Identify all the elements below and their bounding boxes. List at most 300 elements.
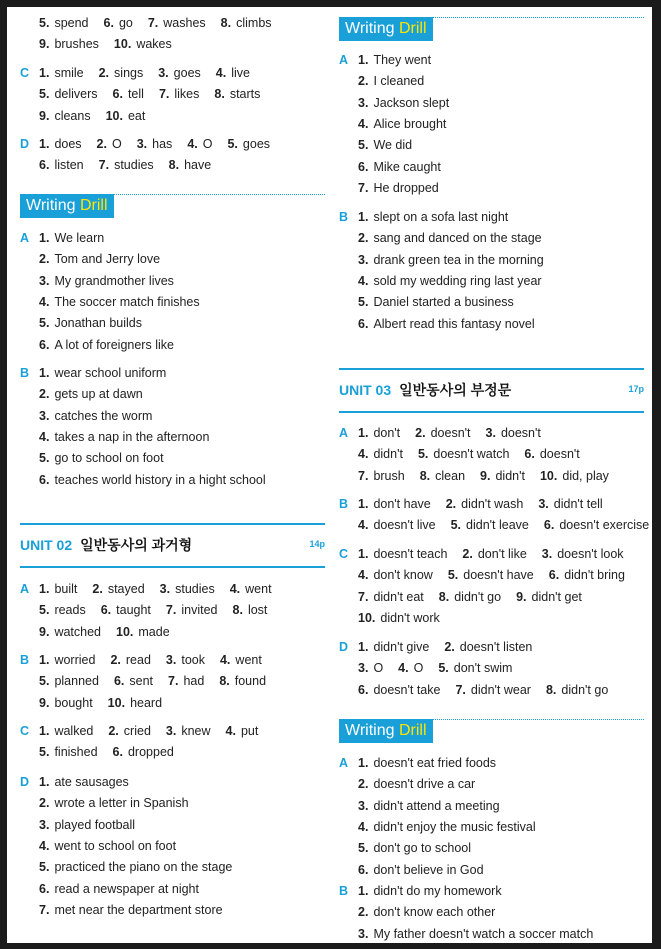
answer-item	[39, 815, 135, 836]
item-answer: didn't	[373, 447, 403, 462]
item-number: 4.	[358, 273, 369, 288]
answer-item	[148, 13, 206, 34]
item-answer: Albert read this fantasy novel	[373, 316, 535, 331]
section-letter-b: B	[339, 884, 349, 898]
item-answer: Daniel started a business	[373, 295, 514, 310]
answer-item	[39, 579, 77, 600]
item-answer: doesn't have	[463, 568, 534, 583]
item-answer: go to school on foot	[54, 451, 164, 466]
item-answer: didn't do my homework	[373, 884, 502, 898]
item-number: 6.	[39, 158, 50, 173]
answer-row	[39, 857, 247, 878]
answer-item	[418, 444, 509, 465]
item-number: 6.	[39, 472, 50, 487]
item-number: 1.	[358, 756, 369, 770]
answer-row	[358, 544, 639, 565]
answer-item	[227, 134, 270, 155]
answer-row	[358, 838, 486, 859]
writing-drill-heading	[339, 17, 644, 41]
answer-item	[398, 658, 423, 679]
item-number: 8.	[219, 674, 230, 689]
item-number: 5.	[358, 295, 369, 310]
item-number: 2.	[108, 724, 119, 738]
answer-item	[226, 721, 259, 742]
section-letter-b: B	[20, 366, 30, 380]
answer-item	[39, 772, 129, 793]
answer-row	[39, 228, 119, 249]
item-answer: didn't wear	[470, 682, 531, 697]
item-answer: didn't work	[380, 610, 440, 625]
item-number: 2.	[92, 582, 103, 596]
item-number: 5.	[358, 138, 369, 153]
unit-top-rule	[339, 368, 644, 370]
item-number: 4.	[358, 518, 369, 533]
item-number: 7.	[358, 180, 369, 195]
item-number: 2.	[462, 547, 473, 561]
item-number: 3.	[358, 926, 369, 941]
item-number: 4.	[219, 653, 231, 667]
answer-row	[39, 470, 281, 491]
item-answer: drank green tea in the morning	[373, 252, 544, 267]
answer-row	[39, 600, 282, 621]
item-answer: cleans	[54, 108, 91, 123]
item-answer: has	[152, 137, 173, 151]
answer-row	[358, 423, 556, 444]
item-number: 2.	[415, 426, 426, 440]
answer-item	[39, 292, 200, 313]
item-answer: don't like	[477, 547, 527, 561]
item-answer: had	[183, 674, 205, 689]
item-number: 5.	[358, 841, 369, 856]
item-answer: starts	[229, 87, 261, 102]
item-answer: doesn't eat fried foods	[373, 756, 497, 770]
answer-item	[221, 13, 272, 34]
drill-word: Drill	[398, 20, 427, 37]
item-answer: doesn't listen	[459, 640, 533, 654]
item-answer: don't know each other	[373, 905, 496, 920]
item-answer: ate sausages	[54, 775, 129, 789]
item-number: 6.	[543, 518, 555, 533]
writing-word: Writing	[26, 197, 76, 214]
item-answer: goes	[173, 66, 201, 80]
item-answer: put	[240, 724, 259, 738]
answer-item	[358, 271, 542, 292]
item-answer: He dropped	[373, 180, 439, 195]
answer-item	[444, 637, 532, 658]
item-number: 7.	[147, 16, 159, 30]
item-number: 1.	[39, 231, 50, 245]
answer-item	[358, 93, 449, 114]
item-number: 4.	[358, 819, 369, 834]
answer-item	[160, 579, 215, 600]
item-answer: takes a nap in the afternoon	[54, 429, 210, 444]
answer-item	[451, 515, 529, 536]
answer-row	[358, 228, 557, 249]
answer-row	[358, 565, 640, 586]
item-number: 5.	[39, 16, 50, 30]
answer-row	[358, 207, 523, 228]
writing-drill-label	[339, 17, 433, 41]
answer-item	[99, 155, 154, 176]
item-number: 6.	[358, 159, 369, 174]
answer-row	[39, 34, 187, 55]
item-number: 4.	[358, 116, 369, 131]
item-answer: doesn't	[500, 426, 541, 440]
section-letter-a: A	[20, 231, 30, 245]
item-answer: went	[245, 582, 272, 596]
answer-row	[358, 271, 557, 292]
answer-row	[39, 448, 179, 469]
unit-top-rule	[20, 523, 325, 525]
item-answer: slept on a sofa last night	[373, 210, 509, 224]
item-answer: go	[118, 16, 133, 30]
answer-item	[39, 900, 223, 921]
answer-item	[97, 134, 122, 155]
item-number: 3.	[358, 661, 369, 676]
item-number: 10.	[105, 108, 123, 123]
answer-item	[438, 658, 512, 679]
item-answer: We learn	[54, 231, 105, 245]
answer-item	[39, 671, 99, 692]
item-number: 1.	[39, 66, 50, 80]
answer-item	[39, 406, 152, 427]
answer-item	[358, 565, 433, 586]
item-number: 4.	[39, 294, 50, 309]
answer-item	[233, 600, 268, 621]
item-number: 5.	[39, 87, 50, 102]
item-number: 6.	[39, 881, 50, 896]
item-answer: doesn't exercise	[559, 518, 650, 533]
item-number: 5.	[39, 451, 50, 466]
answer-item	[216, 63, 250, 84]
item-number: 5.	[39, 316, 50, 331]
answer-row	[39, 13, 287, 34]
item-number: 2.	[96, 137, 107, 151]
writing-word: Writing	[345, 20, 395, 37]
item-number: 4.	[39, 429, 50, 444]
item-answer: wakes	[136, 37, 172, 52]
answer-item	[113, 84, 144, 105]
answer-row	[358, 587, 597, 608]
item-number: 2.	[39, 796, 50, 811]
item-answer: My father doesn't watch a soccer match	[373, 926, 594, 941]
answer-row	[39, 793, 204, 814]
item-answer: teaches world history in a hight school	[54, 472, 266, 487]
answer-item	[446, 494, 524, 515]
item-number: 4.	[39, 838, 50, 853]
item-number: 3.	[358, 95, 369, 110]
item-answer: didn't attend a meeting	[373, 798, 500, 813]
item-number: 3.	[485, 426, 496, 440]
answer-row	[39, 622, 185, 643]
answer-item	[39, 650, 95, 671]
answer-row	[39, 879, 214, 900]
writing-word: Writing	[345, 722, 395, 739]
item-number: 1.	[358, 884, 369, 898]
item-answer: doesn't look	[557, 547, 624, 561]
item-answer: taught	[116, 603, 151, 618]
answer-item	[542, 544, 624, 565]
answer-item	[39, 63, 84, 84]
section-letter-c: C	[20, 66, 30, 80]
answer-row	[358, 817, 551, 838]
item-answer: sings	[114, 66, 144, 80]
answer-item	[358, 587, 424, 608]
item-answer: doesn't live	[373, 518, 436, 533]
answer-item	[108, 693, 162, 714]
item-answer: took	[181, 653, 205, 667]
item-answer: didn't leave	[466, 518, 529, 533]
item-answer: don't know	[373, 568, 433, 583]
item-answer: don't go to school	[373, 841, 472, 856]
answer-item	[358, 157, 441, 178]
item-number: 1.	[358, 547, 369, 561]
item-number: 7.	[158, 87, 170, 102]
answer-item	[187, 134, 212, 155]
answer-row	[39, 271, 189, 292]
item-number: 2.	[110, 653, 121, 667]
answer-item	[166, 721, 211, 742]
item-number: 1.	[358, 210, 369, 224]
item-answer: They went	[373, 53, 432, 67]
answer-item	[137, 134, 173, 155]
answer-item	[166, 650, 205, 671]
answer-item	[358, 753, 496, 774]
item-number: 4.	[225, 724, 236, 738]
answer-row	[39, 249, 175, 270]
item-answer: knew	[181, 724, 211, 738]
answer-item	[39, 600, 86, 621]
answer-row	[358, 250, 559, 271]
item-number: 8.	[545, 682, 557, 697]
item-number: 7.	[358, 589, 369, 604]
answer-row	[358, 658, 527, 679]
item-number: 4.	[229, 582, 241, 596]
answer-row	[358, 314, 550, 335]
item-answer: My grandmother lives	[54, 273, 174, 288]
unit-03-header	[339, 368, 644, 413]
item-number: 3.	[165, 724, 177, 738]
item-number: 9.	[39, 108, 50, 123]
item-number: 3.	[158, 66, 169, 80]
item-number: 1.	[39, 775, 50, 789]
answer-item	[358, 608, 440, 629]
answer-row	[358, 637, 547, 658]
item-answer: reads	[54, 603, 86, 618]
answer-item	[358, 515, 436, 536]
item-number: 5.	[39, 674, 50, 689]
answer-row	[358, 50, 446, 71]
item-number: 3.	[358, 798, 369, 813]
answer-item	[358, 423, 400, 444]
item-answer: played football	[54, 817, 136, 832]
section-letter-c: C	[20, 724, 30, 738]
item-number: 1.	[358, 497, 369, 511]
answer-item	[415, 423, 470, 444]
item-answer: delivers	[54, 87, 98, 102]
item-answer: A lot of foreigners like	[54, 337, 174, 352]
item-answer: O	[111, 137, 122, 151]
item-answer: sang and danced on the stage	[373, 231, 542, 246]
item-number: 4.	[358, 447, 369, 462]
answer-item	[113, 742, 174, 763]
item-number: 7.	[358, 468, 369, 483]
item-number: 6.	[39, 337, 50, 352]
item-answer: brush	[373, 468, 405, 483]
answer-row	[358, 178, 454, 199]
item-answer: smile	[54, 66, 84, 80]
answer-row	[358, 444, 595, 465]
section-letter-d: D	[20, 137, 30, 151]
answer-item	[116, 622, 170, 643]
item-number: 5.	[227, 137, 238, 151]
answer-item	[462, 544, 526, 565]
answer-row	[358, 93, 464, 114]
answer-item	[159, 84, 199, 105]
item-number: 6.	[112, 87, 123, 102]
answer-item	[220, 650, 262, 671]
answer-item	[39, 84, 98, 105]
item-answer: did, play	[562, 468, 609, 483]
item-answer: bought	[54, 695, 93, 710]
item-answer: didn't eat	[373, 589, 424, 604]
answer-item	[39, 335, 174, 356]
item-answer: does	[54, 137, 82, 151]
writing-drill-label	[20, 194, 114, 218]
item-number: 4.	[187, 137, 198, 151]
item-number: 9.	[39, 37, 50, 52]
answer-row	[358, 466, 624, 487]
item-number: 8.	[419, 468, 431, 483]
answer-item	[39, 879, 199, 900]
item-answer: didn't wash	[461, 497, 524, 511]
answer-item	[39, 742, 98, 763]
answer-row	[39, 313, 157, 334]
item-number: 1.	[39, 366, 50, 380]
item-answer: read a newspaper at night	[54, 881, 199, 896]
answer-item	[114, 671, 153, 692]
item-number: 2.	[358, 74, 369, 89]
item-answer: built	[54, 582, 78, 596]
answer-item	[358, 250, 544, 271]
item-answer: heard	[130, 695, 163, 710]
answer-item	[544, 515, 649, 536]
answer-item	[420, 466, 465, 487]
item-answer: didn't get	[531, 589, 582, 604]
item-number: 4.	[215, 66, 227, 80]
item-answer: tell	[127, 87, 144, 102]
answer-item	[549, 565, 625, 586]
answer-row	[358, 753, 511, 774]
item-answer: live	[231, 66, 250, 80]
writing-drill-heading-2	[339, 719, 644, 743]
item-answer: met near the department store	[54, 902, 223, 917]
answer-item	[358, 135, 412, 156]
item-answer: Jackson slept	[373, 95, 450, 110]
answer-row	[39, 772, 144, 793]
item-answer: don't	[373, 426, 401, 440]
item-number: 3.	[538, 497, 549, 511]
answer-row	[39, 836, 191, 857]
item-answer: didn't	[495, 468, 525, 483]
answer-item	[39, 106, 91, 127]
item-answer: finished	[54, 745, 98, 760]
answer-key-page	[7, 7, 652, 943]
section-letter-a: A	[339, 53, 349, 67]
section-letter-d: D	[20, 775, 30, 789]
item-number: 5.	[39, 745, 50, 760]
answer-item	[358, 924, 593, 943]
item-answer: doesn't	[430, 426, 471, 440]
answer-item	[106, 106, 146, 127]
item-answer: didn't tell	[553, 497, 603, 511]
answer-row	[39, 427, 224, 448]
item-number: 3.	[358, 252, 369, 267]
answer-item	[538, 494, 602, 515]
item-answer: clean	[435, 468, 466, 483]
section-letter-b: B	[339, 497, 349, 511]
item-answer: studies	[114, 158, 154, 173]
item-number: 3.	[541, 547, 553, 561]
section-letter-a: A	[20, 582, 30, 596]
answer-item	[358, 314, 535, 335]
answer-item	[358, 494, 431, 515]
unit-title	[20, 536, 192, 554]
item-answer: sent	[129, 674, 154, 689]
item-number: 8.	[232, 603, 243, 618]
answer-row	[39, 84, 275, 105]
item-answer: washes	[163, 16, 206, 30]
answer-row	[39, 63, 265, 84]
answer-item	[358, 178, 439, 199]
section-letter-d: D	[339, 640, 349, 654]
answer-row	[358, 135, 427, 156]
answer-item	[39, 363, 166, 384]
answer-row	[39, 292, 215, 313]
answer-item	[39, 134, 82, 155]
answer-item	[358, 881, 502, 902]
section-letter-b: B	[20, 653, 30, 667]
answer-row	[39, 406, 167, 427]
item-answer: didn't go	[561, 682, 609, 697]
answer-item	[358, 444, 403, 465]
answer-row	[39, 721, 273, 742]
item-number: 3.	[159, 582, 171, 596]
answer-item	[358, 292, 514, 313]
item-number: 1.	[39, 582, 50, 596]
item-number: 7.	[455, 682, 466, 697]
item-number: 9.	[39, 624, 50, 639]
unit-code: UNIT 03	[339, 382, 392, 398]
answer-row	[358, 114, 461, 135]
item-answer: doesn't teach	[373, 547, 448, 561]
item-number: 6.	[112, 745, 123, 760]
section-letter-c: C	[339, 547, 349, 561]
answer-row	[358, 292, 529, 313]
answer-item	[358, 774, 475, 795]
item-number: 9.	[480, 468, 491, 483]
answer-row	[39, 134, 285, 155]
item-number: 7.	[168, 674, 179, 689]
answer-row	[39, 742, 189, 763]
item-number: 1.	[358, 640, 369, 654]
answer-item	[358, 838, 471, 859]
answer-item	[168, 671, 204, 692]
item-answer: lost	[247, 603, 268, 618]
item-number: 4.	[358, 568, 369, 583]
answer-row	[39, 650, 277, 671]
item-number: 8.	[214, 87, 225, 102]
